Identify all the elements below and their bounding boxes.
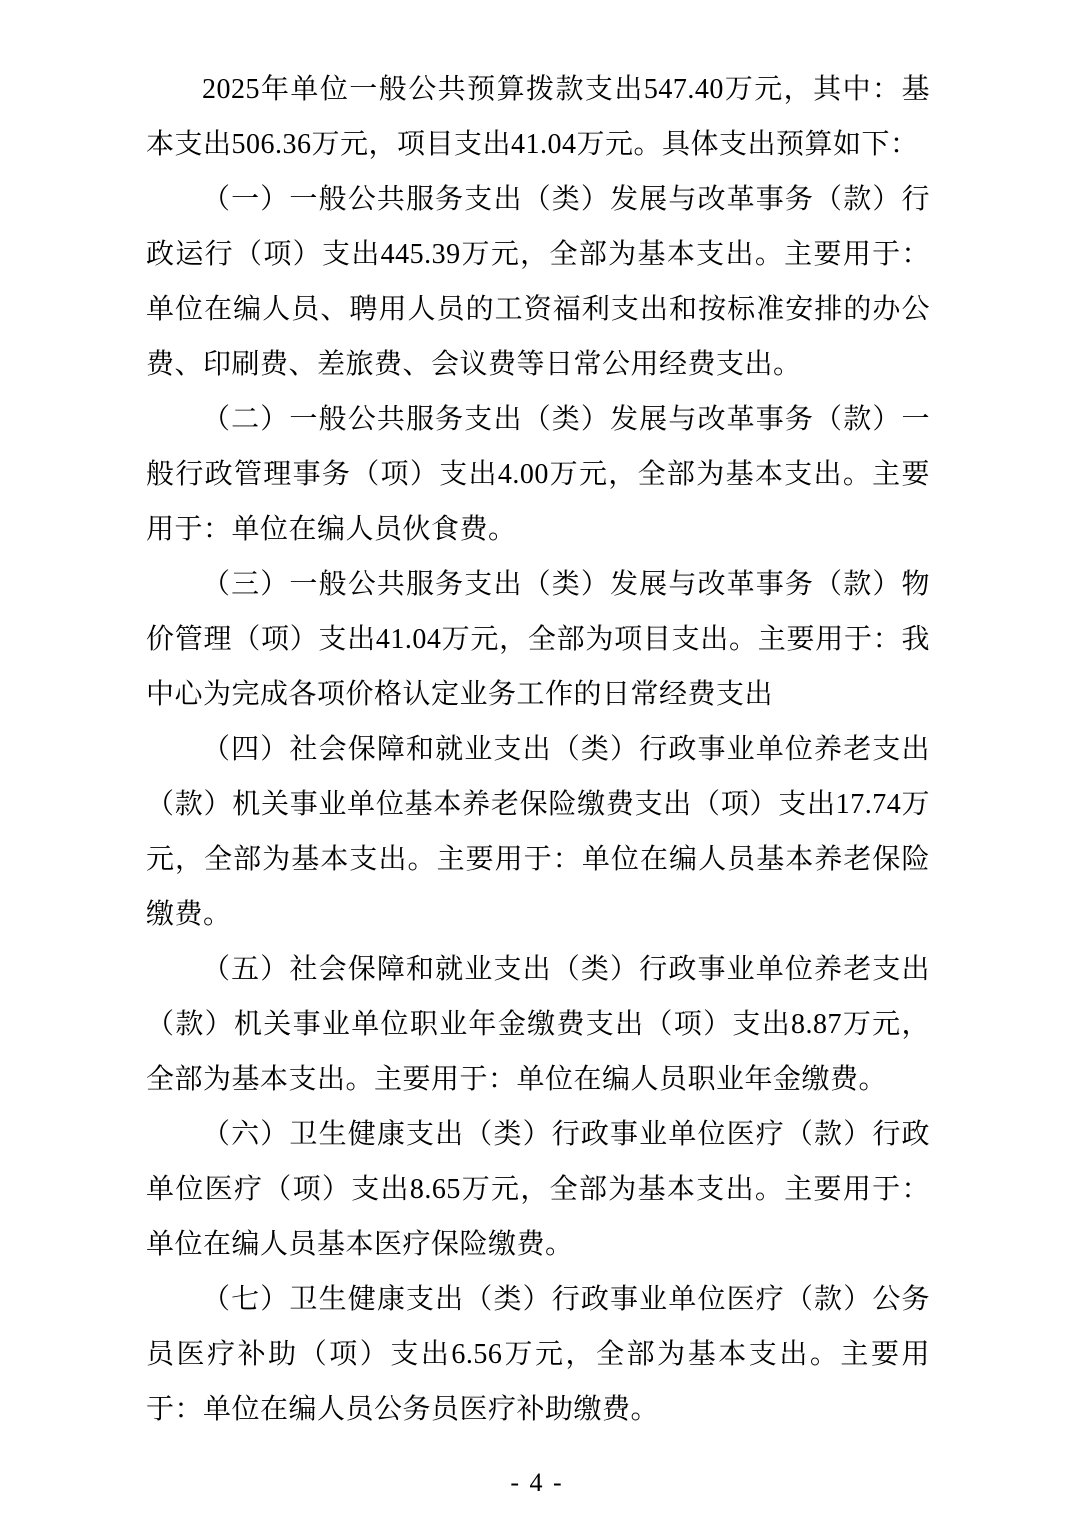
paragraph-item-2: （二）一般公共服务支出（类）发展与改革事务（款）一般行政管理事务（项）支出4.00万元，全部为基本支出。主要用于：单位在编人员伙食费。	[146, 404, 930, 545]
paragraph-summary: 2025年单位一般公共预算拨款支出547.40万元，其中：基本支出506.36万元，项目支出41.04万元。具体支出预算如下：	[146, 74, 930, 160]
document-body	[146, 62, 930, 1437]
paragraph-item-6: （六）卫生健康支出（类）行政事业单位医疗（款）行政单位医疗（项）支出8.65万元，全部为基本支出。主要用于：单位在编人员基本医疗保险缴费。	[146, 1119, 930, 1260]
paragraph-item-3: （三）一般公共服务支出（类）发展与改革事务（款）物价管理（项）支出41.04万元，全部为项目支出。主要用于：我中心为完成各项价格认定业务工作的日常经费支出	[146, 569, 930, 710]
paragraph-item-7: （七）卫生健康支出（类）行政事业单位医疗（款）公务员医疗补助（项）支出6.56万元，全部为基本支出。主要用于：单位在编人员公务员医疗补助缴费。	[146, 1284, 930, 1425]
paragraph-item-5: （五）社会保障和就业支出（类）行政事业单位养老支出（款）机关事业单位职业年金缴费支出（项）支出8.87万元，全部为基本支出。主要用于：单位在编人员职业年金缴费。	[146, 954, 930, 1095]
paragraph-item-4: （四）社会保障和就业支出（类）行政事业单位养老支出（款）机关事业单位基本养老保险缴费支出（项）支出17.74万元，全部为基本支出。主要用于：单位在编人员基本养老保险缴费。	[146, 734, 930, 930]
paragraph-item-1: （一）一般公共服务支出（类）发展与改革事务（款）行政运行（项）支出445.39万元，全部为基本支出。主要用于：单位在编人员、聘用人员的工资福利支出和按标准安排的办公费、印刷费、差旅费、会议费等日常公用经费支出。	[146, 184, 930, 380]
page-number: - 4 -	[510, 1468, 564, 1497]
